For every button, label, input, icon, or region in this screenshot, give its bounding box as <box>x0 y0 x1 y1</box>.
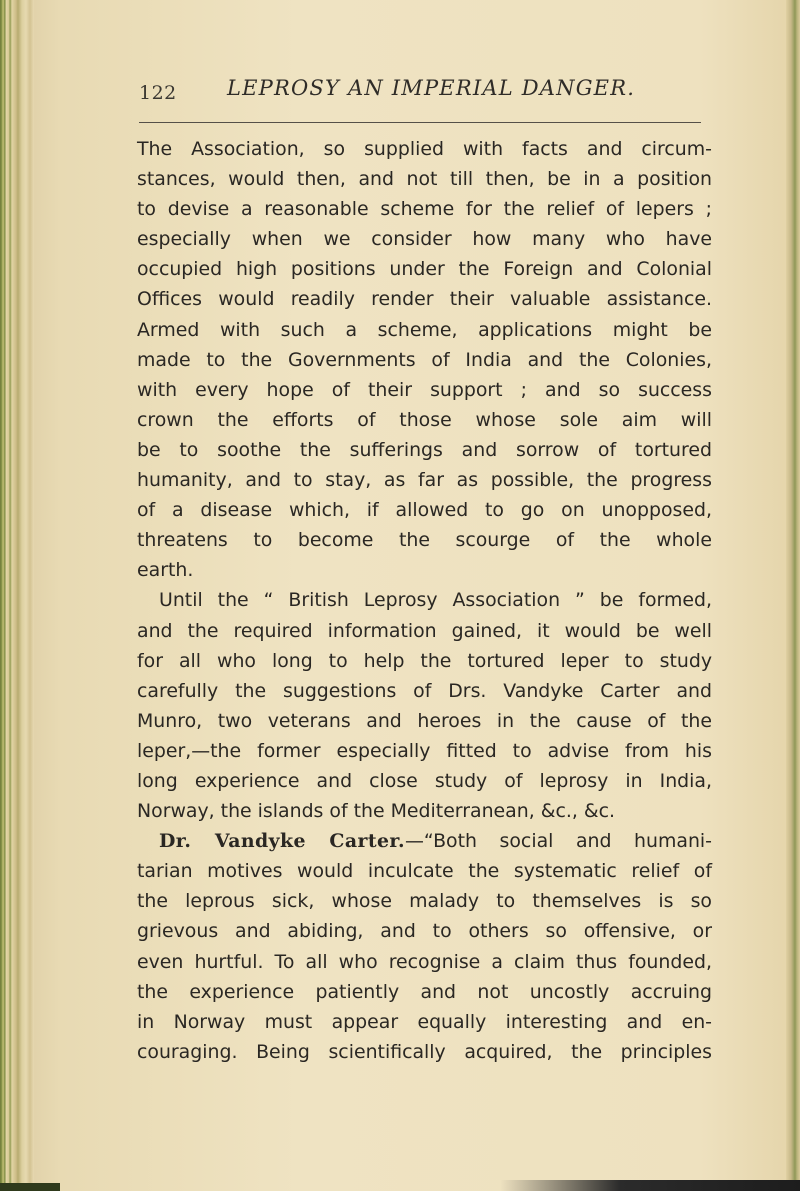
text-line: the leprous sick, whose malady to themselves is so <box>137 890 712 913</box>
quote-start-text: —“Both social and humani- <box>404 830 712 853</box>
speaker-name: Dr. Vandyke Carter. <box>159 830 405 853</box>
text-line: crown the efforts of those whose sole aim will <box>137 408 712 431</box>
text-line: be to soothe the sufferings and sorrow of tortured <box>137 438 712 461</box>
text-line: especially when we consider how many who have <box>137 228 712 251</box>
text-line: long experience and close study of leprosy in India, <box>137 769 712 792</box>
text-line: threatens to become the scourge of the whole <box>137 529 712 552</box>
text-line: stances, would then, and not till then, be in a position <box>137 168 712 191</box>
text-line: of a disease which, if allowed to go on unopposed, <box>137 499 712 522</box>
text-line: with every hope of their support ; and so success <box>137 378 712 401</box>
text-line: tarian motives would inculcate the systematic relief of <box>137 860 712 883</box>
text-line-paragraph-end: Norway, the islands of the Mediterranean, &c., &c. <box>137 800 615 823</box>
text-line: Offices would readily render their valuable assistance. <box>137 288 712 311</box>
running-title: LEPROSY AN IMPERIAL DANGER. <box>227 76 636 100</box>
text-line: to devise a reasonable scheme for the relief of lepers ; <box>137 198 712 221</box>
text-line: Munro, two veterans and heroes in the cause of the <box>137 709 712 732</box>
text-line: occupied high positions under the Foreign and Colonial <box>137 258 712 281</box>
text-line: even hurtful. To all who recognise a claim thus founded, <box>137 950 712 973</box>
text-line: in Norway must appear equally interesting and en- <box>137 1010 712 1033</box>
header-rule <box>139 122 701 123</box>
text-line: leper,—the former especially fitted to advise from his <box>137 739 712 762</box>
text-line: couraging. Being scientifically acquired, the principles <box>137 1040 712 1063</box>
running-header <box>139 76 699 110</box>
bottom-left-binding <box>0 1183 60 1191</box>
text-line: for all who long to help the tortured leper to study <box>137 649 712 672</box>
bottom-edge-shadow <box>500 1180 800 1191</box>
page-number: 122 <box>139 82 177 104</box>
quote-opening-line <box>137 826 712 856</box>
text-line: made to the Governments of India and the Colonies, <box>137 348 712 371</box>
text-line: carefully the suggestions of Drs. Vandyke Carter and <box>137 679 712 702</box>
text-line: and the required information gained, it would be well <box>137 619 712 642</box>
book-binding-right-edge <box>786 0 800 1191</box>
book-binding-left-edge <box>0 0 34 1191</box>
text-line: the experience patiently and not uncostly accruing <box>137 980 712 1003</box>
text-line-paragraph-start: Until the “ British Leprosy Association ” be formed, <box>159 589 712 612</box>
text-line: humanity, and to stay, as far as possible, the progress <box>137 469 712 492</box>
text-line: Armed with such a scheme, applications might be <box>137 318 712 341</box>
body-text <box>137 134 712 1067</box>
text-line: grievous and abiding, and to others so offensive, or <box>137 920 712 943</box>
text-line-paragraph-end: earth. <box>137 559 194 582</box>
text-line: The Association, so supplied with facts and circum- <box>137 138 712 160</box>
